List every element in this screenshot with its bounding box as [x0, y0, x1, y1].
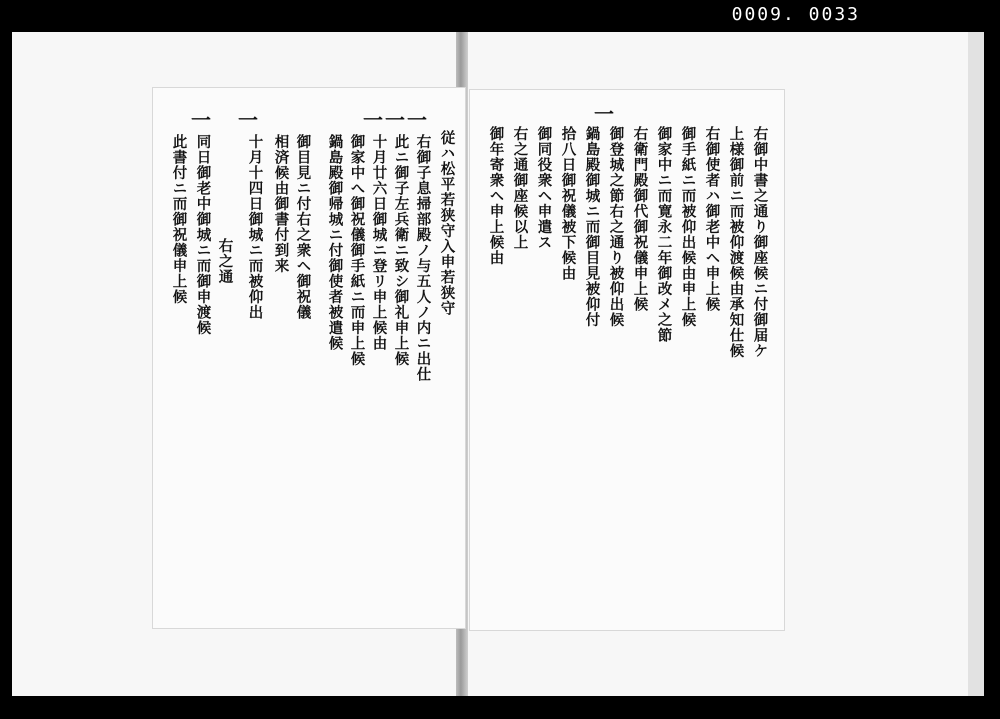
manuscript-column: 御手紙ニ而被仰出候由申上候	[679, 126, 697, 328]
manuscript-column: 右之通御座候以上	[511, 126, 529, 250]
manuscript-column: 右御中書之通り御座候ニ付御届ケ	[751, 126, 769, 359]
ichi-mark: 一	[594, 102, 614, 126]
ichi-mark: 一	[385, 108, 405, 132]
manuscript-column: 御登城之節右之通り被仰出候	[607, 126, 625, 328]
manuscript-column: 此ニ御子左兵衛ニ致シ御礼申上候	[392, 134, 410, 367]
film-border-bottom	[0, 696, 1000, 719]
right-page	[470, 90, 784, 630]
manuscript-column: 右衛門殿御代御祝儀申上候	[631, 126, 649, 312]
manuscript-column: 鍋島殿御城ニ而御目見被仰付	[583, 126, 601, 328]
manuscript-column: 拾八日御祝儀被下候由	[559, 126, 577, 281]
manuscript-column: 十月十四日御城ニ而被仰出	[246, 134, 264, 320]
left-page	[153, 88, 465, 628]
manuscript-column: 従ハ松平若狭守入申若狭守	[438, 130, 456, 316]
mount-edge	[968, 32, 984, 696]
manuscript-column: 上様御前ニ而被仰渡候由承知仕候	[727, 126, 745, 359]
manuscript-column: 右御子息掃部殿ノ与五人ノ内ニ出仕	[414, 134, 432, 382]
manuscript-column: 同日御老中御城ニ而御申渡候	[194, 134, 212, 336]
manuscript-column: 御家中へ御祝儀御手紙ニ而申上候	[348, 134, 366, 367]
manuscript-column: 鍋島殿御帰城ニ付御使者被遣候	[326, 134, 344, 351]
manuscript-column: 此書付ニ而御祝儀申上候	[170, 134, 188, 305]
ichi-mark: 一	[191, 108, 211, 132]
ichi-mark: 一	[238, 108, 258, 132]
manuscript-column: 御目見ニ付右之衆ヘ御祝儀	[294, 134, 312, 320]
manuscript-column: 相済候由御書付到来	[272, 134, 290, 274]
manuscript-column: 御同役衆ヘ申遣ス	[535, 126, 553, 250]
ichi-mark: 一	[407, 108, 427, 132]
frame-number: 0009. 0033	[731, 4, 860, 25]
manuscript-column: 御年寄衆ヘ申上候由	[487, 126, 505, 266]
manuscript-column: 十月廿六日御城ニ登リ申上候由	[370, 134, 388, 351]
manuscript-column: 右之通	[216, 238, 234, 285]
ichi-mark: 一	[363, 108, 383, 132]
manuscript-column: 右御使者ハ御老中ヘ申上候	[703, 126, 721, 312]
manuscript-column: 御家中ニ而寛永二年御改メ之節	[655, 126, 673, 343]
